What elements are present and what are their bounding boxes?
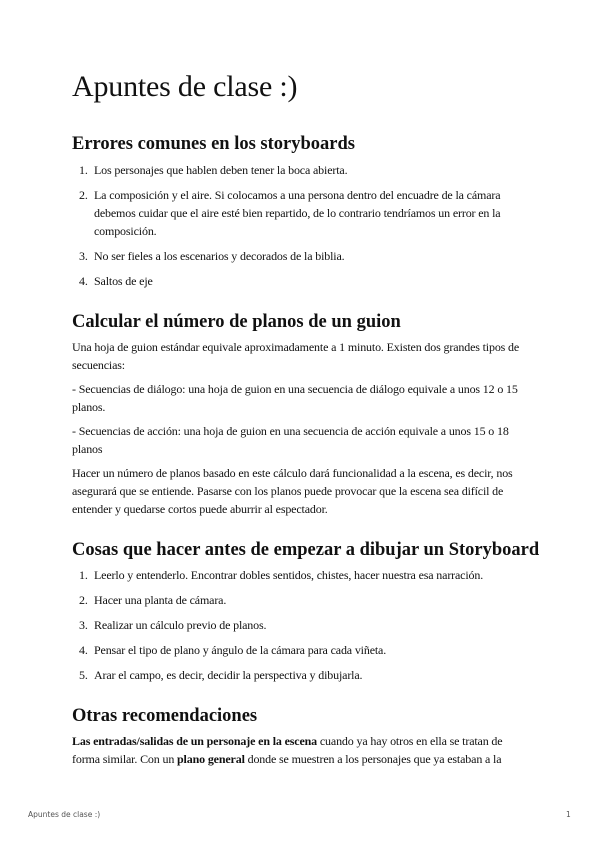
paragraph: - Secuencias de diálogo: una hoja de guion en una secuencia de diálogo equivale a unos 12 o 15 planos. [72, 382, 518, 414]
list-item: 4. Pensar el tipo de plano y ángulo de la cámara para cada viñeta. [79, 643, 387, 657]
paragraph: Una hoja de guion estándar equivale aproximadamente a 1 minuto. Existen dos grandes tipos de secuencias: [72, 340, 520, 372]
section-heading-cosas: Cosas que hacer antes de empezar a dibujar un Storyboard [72, 540, 540, 560]
list-item: 1. Leerlo y entenderlo. Encontrar dobles sentidos, chistes, hacer nuestra esa narración. [79, 568, 484, 582]
errores-list [72, 161, 528, 297]
list-item: 2. Hacer una planta de cámara. [79, 593, 227, 607]
bold-phrase: plano general [177, 752, 245, 766]
section-heading-errores: Errores comunes en los storyboards [72, 134, 355, 154]
footer-page-number: 1 [566, 810, 571, 819]
rich-paragraph: Las entradas/salidas de un personaje en la escena cuando ya hay otros en ella se tratan de forma similar. Con un plano general donde se muestren a los personajes que ya estaban a la [72, 734, 503, 766]
footer-title: Apuntes de clase :) [28, 810, 101, 819]
paragraph: Hacer un número de planos basado en este cálculo dará funcionalidad a la escena, es decir, nos asegurará que se entiende. Pasarse con los planos puede provocar que la escena sea difícil de entender y quedarse cortos puede aburrir al espectador. [72, 466, 513, 516]
paragraph: - Secuencias de acción: una hoja de guion en una secuencia de acción equivale a unos 15 o 18 planos [72, 424, 509, 456]
list-item: 3. No ser fieles a los escenarios y decorados de la biblia. [79, 249, 345, 263]
bold-phrase: Las entradas/salidas de un personaje en la escena [72, 734, 318, 748]
list-item: 4. Saltos de eje [79, 274, 153, 288]
cosas-list [72, 566, 528, 691]
page-title: Apuntes de clase :) [72, 70, 298, 103]
section-heading-calcular: Calcular el número de planos de un guion [72, 312, 401, 332]
section-heading-otras: Otras recomendaciones [72, 706, 258, 726]
list-item: 2. La composición y el aire. Si colocamos a una persona dentro del encuadre de la cámara debemos cuidar que el aire esté bien repartido, de lo contrario tendríamos un error en la composición. [79, 188, 501, 238]
list-item: 5. Arar el campo, es decir, decidir la perspectiva y dibujarla. [79, 668, 363, 682]
list-item: 3. Realizar un cálculo previo de planos. [79, 618, 267, 632]
list-item: 1. Los personajes que hablen deben tener la boca abierta. [79, 163, 348, 177]
